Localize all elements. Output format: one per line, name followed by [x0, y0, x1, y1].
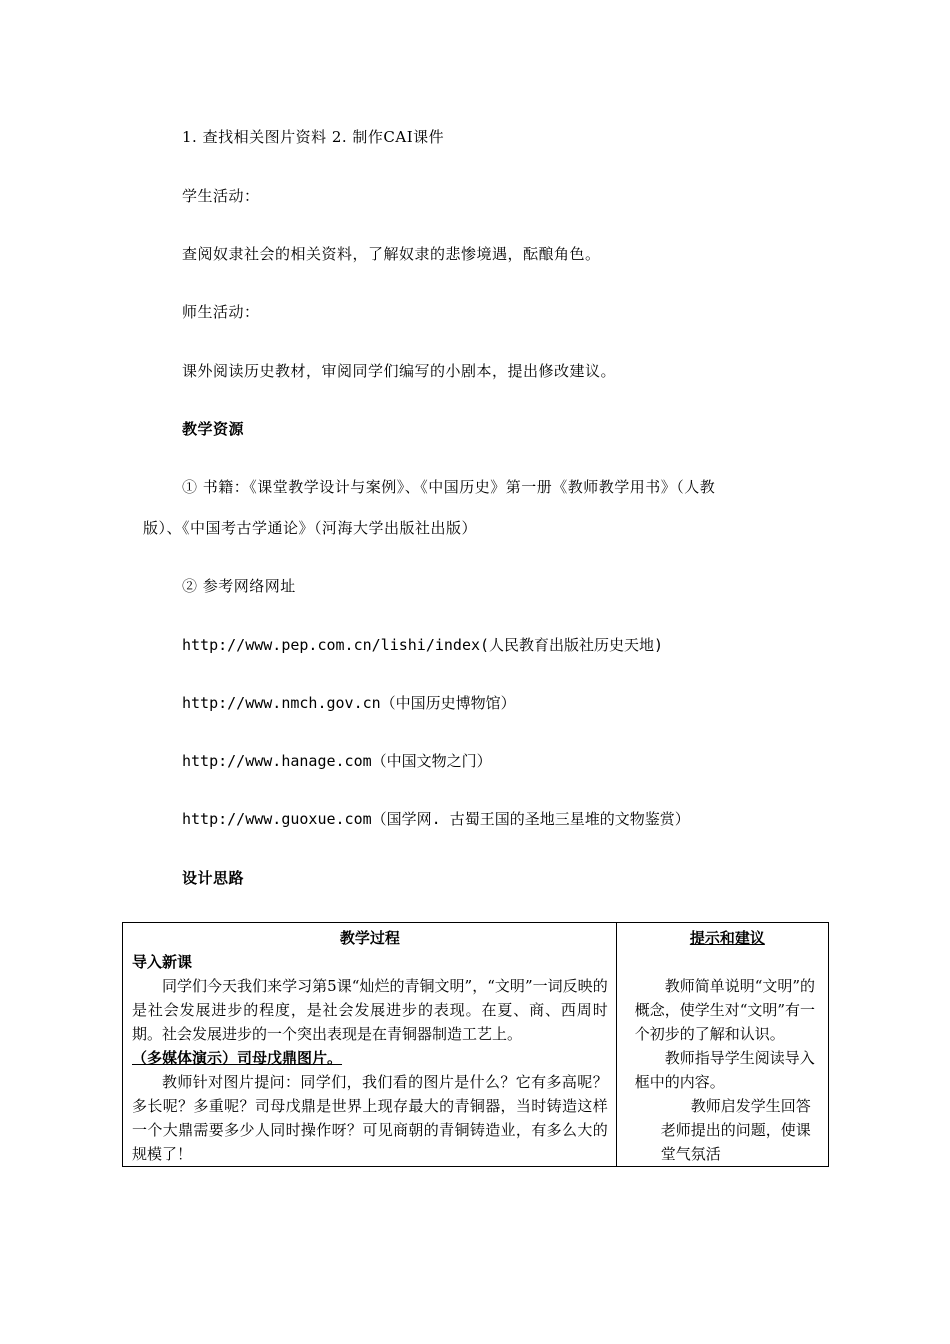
tip-guide-reading: 教师指导学生阅读导入框中的内容。	[634, 1049, 815, 1091]
books-line-2: 版）、《中国考古学通论》（河海大学出版社出版）	[143, 519, 478, 537]
process-cell	[123, 923, 617, 1167]
student-activity-text: 查阅奴隶社会的相关资料，了解奴隶的悲惨境遇，酝酿角色。	[182, 245, 601, 263]
url-guoxue[interactable]: http://www.guoxue.com（国学网. 古蜀王国的圣地三星堆的文物鉴赏）	[182, 810, 690, 828]
resources-heading: 教学资源	[182, 420, 245, 438]
table-row	[123, 923, 829, 1167]
teaching-process-table	[122, 922, 829, 1167]
tip-inspire-answer: 教师启发学生回答老师提出的问题，使课堂气氛活	[660, 1097, 811, 1163]
url-hanage[interactable]: http://www.hanage.com（中国文物之门）	[182, 752, 492, 770]
tips-cell	[616, 923, 828, 1167]
question-paragraph: 教师针对图片提问：同学们，我们看的图片是什么？它有多高呢？多长呢？多重呢？司母戊鼎是世界上现存最大的青铜器，当时铸造这样一个大鼎需要多少人同时操作呀？可见商朝的青铜铸造业，有多么大的规模了！	[132, 1073, 608, 1163]
process-header: 教学过程	[339, 929, 400, 947]
teacher-student-activity-label: 师生活动：	[182, 303, 260, 321]
web-label: ② 参考网络网址	[182, 577, 296, 595]
student-activity-label: 学生活动：	[182, 187, 260, 205]
tips-spacer	[635, 950, 820, 974]
intro-paragraph: 同学们今天我们来学习第5课“灿烂的青铜文明”，“文明”一词反映的是社会发展进步的程度，是社会发展进步的表现。在夏、商、西周时期。社会发展进步的一个突出表现是在青铜器制造工艺上。	[132, 977, 608, 1043]
tips-header: 提示和建议	[689, 929, 765, 947]
tip-civilization: 教师简单说明“文明”的概念，使学生对“文明”有一个初步的了解和认识。	[634, 977, 816, 1043]
teacher-student-activity-text: 课外阅读历史教材，审阅同学们编写的小剧本，提出修改建议。	[182, 362, 617, 380]
section-multimedia-title: （多媒体演示）司母戊鼎图片。	[132, 1049, 343, 1067]
design-heading: 设计思路	[182, 869, 245, 887]
url-pep[interactable]: http://www.pep.com.cn/lishi/index(人民教育出版社历史天地)	[182, 636, 664, 654]
prep-line: 1. 查找相关图片资料 2. 制作CAI课件	[182, 128, 445, 146]
url-nmch[interactable]: http://www.nmch.gov.cn（中国历史博物馆）	[182, 694, 516, 712]
section-intro-title: 导入新课	[132, 953, 193, 971]
books-line-1: ① 书籍：《课堂教学设计与案例》、《中国历史》第一册《教师教学用书》（人教	[182, 478, 716, 496]
